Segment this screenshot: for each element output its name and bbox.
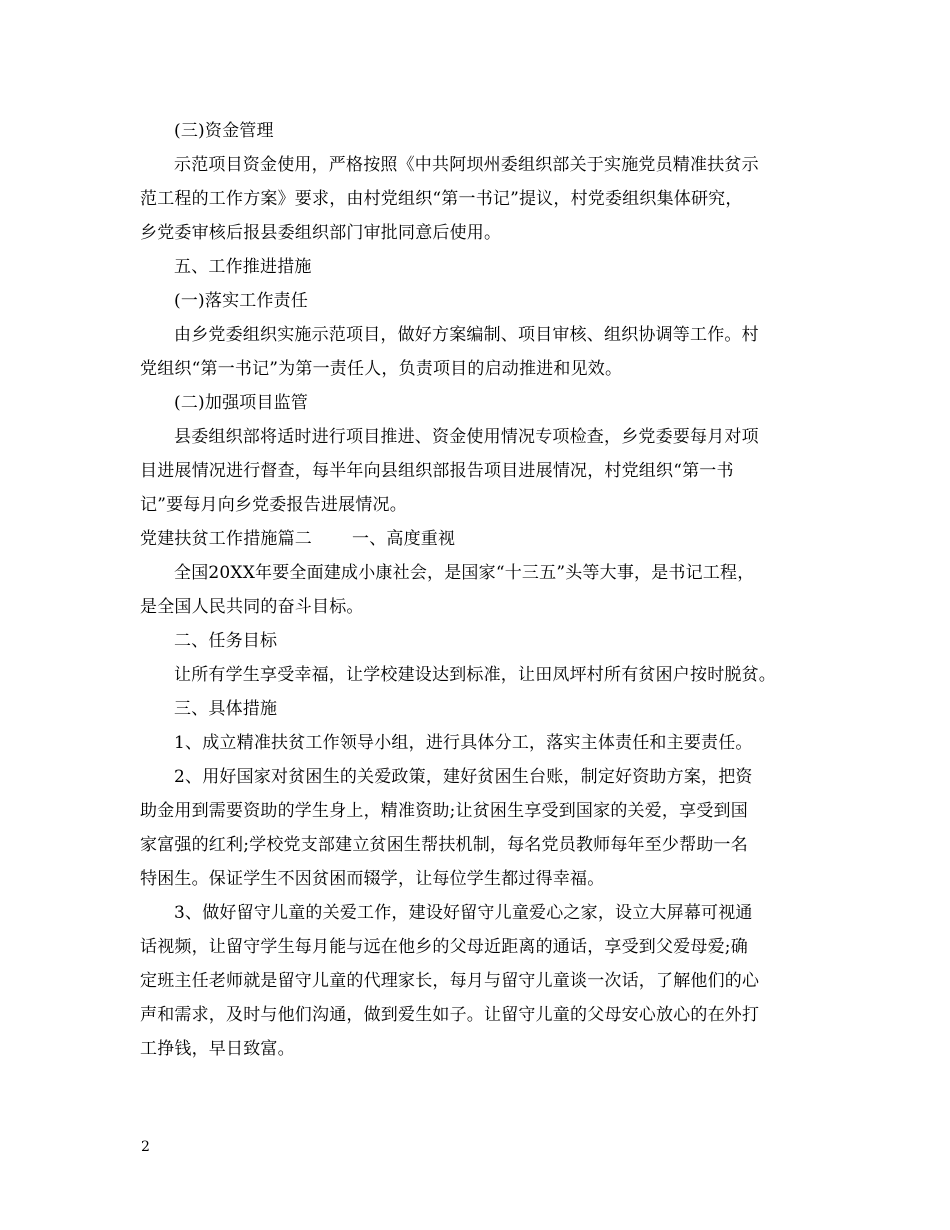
- paragraph-line: 话视频，让留守学生每月能与远在他乡的父母近距离的通话，享受到父爱母爱;确: [140, 937, 748, 957]
- page-number: 2: [141, 1139, 150, 1155]
- paragraph-line: 工挣钱，早日致富。: [140, 1039, 295, 1059]
- paragraph-line: 是全国人民共同的奋斗目标。: [140, 597, 364, 617]
- paragraph-line: 乡党委审核后报县委组织部门审批同意后使用。: [140, 223, 502, 243]
- paragraph-line: 县委组织部将适时进行项目推进、资金使用情况专项检查，乡党委要每月对项: [174, 427, 759, 447]
- list-item-3: 3、做好留守儿童的关爱工作，建设好留守儿童爱心之家，设立大屏幕可视通: [174, 903, 753, 923]
- paragraph-line: 党组织“第一书记”为第一责任人，负责项目的启动推进和见效。: [140, 359, 623, 379]
- subsection-heading-supervision: (二)加强项目监管: [174, 393, 309, 413]
- paragraph-line: 目进展情况进行督查，每半年向县组织部报告项目进展情况，村党组织“第一书: [140, 461, 734, 481]
- document-body: [140, 114, 830, 1066]
- section-heading-specific-measures: 三、具体措施: [174, 699, 278, 719]
- paragraph-line: 助金用到需要资助的学生身上，精准资助;让贫困生享受到国家的关爱，享受到国: [140, 801, 748, 821]
- section-heading-importance: 一、高度重视: [352, 529, 456, 549]
- paragraph-line: 示范项目资金使用，严格按照《中共阿坝州委组织部关于实施党员精准扶贫示: [174, 155, 759, 175]
- paragraph-line: 全国20XX年要全面建成小康社会，是国家“十三五”头等大事，是书记工程，: [174, 563, 755, 583]
- list-item-2: 2、用好国家对贫困生的关爱政策，建好贫困生台账，制定好资助方案，把资: [174, 767, 753, 787]
- article-title: 党建扶贫工作措施篇二: [140, 529, 312, 549]
- paragraph-line: 定班主任老师就是留守儿童的代理家长，每月与留守儿童谈一次话，了解他们的心: [140, 971, 760, 991]
- paragraph-line: 让所有学生享受幸福，让学校建设达到标准，让田凤坪村所有贫困户按时脱贫。: [174, 665, 776, 685]
- subsection-heading-responsibility: (一)落实工作责任: [174, 291, 309, 311]
- section-heading-measures: 五、工作推进措施: [174, 257, 312, 277]
- list-item-1: 1、成立精准扶贫工作领导小组，进行具体分工，落实主体责任和主要责任。: [174, 733, 753, 753]
- section-heading-goals: 二、任务目标: [174, 631, 278, 651]
- paragraph-line: 范工程的工作方案》要求，由村党组织“第一书记”提议，村党委组织集体研究，: [140, 189, 743, 209]
- paragraph-line: 记”要每月向乡党委报告进展情况。: [140, 495, 407, 515]
- paragraph-line: 由乡党委组织实施示范项目，做好方案编制、项目审核、组织协调等工作。村: [174, 325, 759, 345]
- paragraph-line: 家富强的红利;学校党支部建立贫困生帮扶机制，每名党员教师每年至少帮助一名: [140, 835, 748, 855]
- subsection-heading-funds: (三)资金管理: [174, 121, 274, 141]
- article-heading-line: [140, 522, 830, 556]
- paragraph-line: 特困生。保证学生不因贫困而辍学，让每位学生都过得幸福。: [140, 869, 605, 889]
- paragraph-line: 声和需求，及时与他们沟通，做到爱生如子。让留守儿童的父母安心放心的在外打: [140, 1005, 760, 1025]
